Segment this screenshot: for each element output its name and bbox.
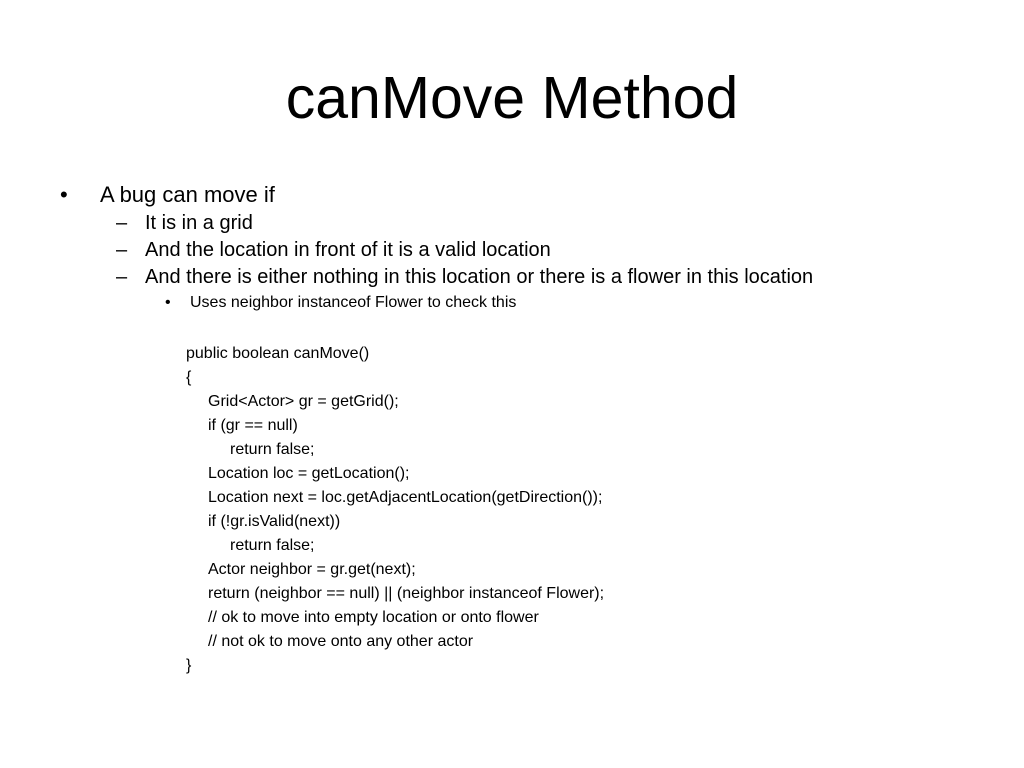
code-line: if (!gr.isValid(next)) (208, 513, 341, 530)
code-line: return false; (230, 441, 315, 458)
code-line: Grid<Actor> gr = getGrid(); (208, 393, 399, 410)
sub-bullet-text: And there is either nothing in this location or there is a flower in this location (145, 266, 814, 288)
code-line: Location next = loc.getAdjacentLocation(getDirection()); (208, 489, 603, 506)
code-line: } (186, 657, 192, 674)
sub-bullet-marker: – (116, 239, 128, 261)
code-line: public boolean canMove() (186, 345, 370, 362)
code-line: return (neighbor == null) || (neighbor instanceof Flower); (208, 585, 605, 602)
sub-sub-bullet-text: Uses neighbor instanceof Flower to check this (190, 294, 517, 311)
code-line: if (gr == null) (208, 417, 298, 434)
code-comment: // ok to move into empty location or onto flower (208, 609, 539, 626)
sub-bullet-marker: – (116, 266, 128, 288)
sub-sub-bullet-marker: • (165, 294, 171, 311)
sub-bullet-marker: – (116, 212, 128, 234)
bullet-text: A bug can move if (100, 182, 275, 207)
code-line: Actor neighbor = gr.get(next); (208, 561, 416, 578)
sub-bullet-text: It is in a grid (145, 212, 253, 234)
bullet-marker: • (60, 182, 68, 207)
slide-title: canMove Method (285, 65, 739, 131)
code-line: { (186, 369, 192, 386)
code-line: return false; (230, 537, 315, 554)
code-line: Location loc = getLocation(); (208, 465, 410, 482)
sub-bullet-text: And the location in front of it is a valid location (145, 239, 551, 261)
code-comment: // not ok to move onto any other actor (208, 633, 474, 650)
